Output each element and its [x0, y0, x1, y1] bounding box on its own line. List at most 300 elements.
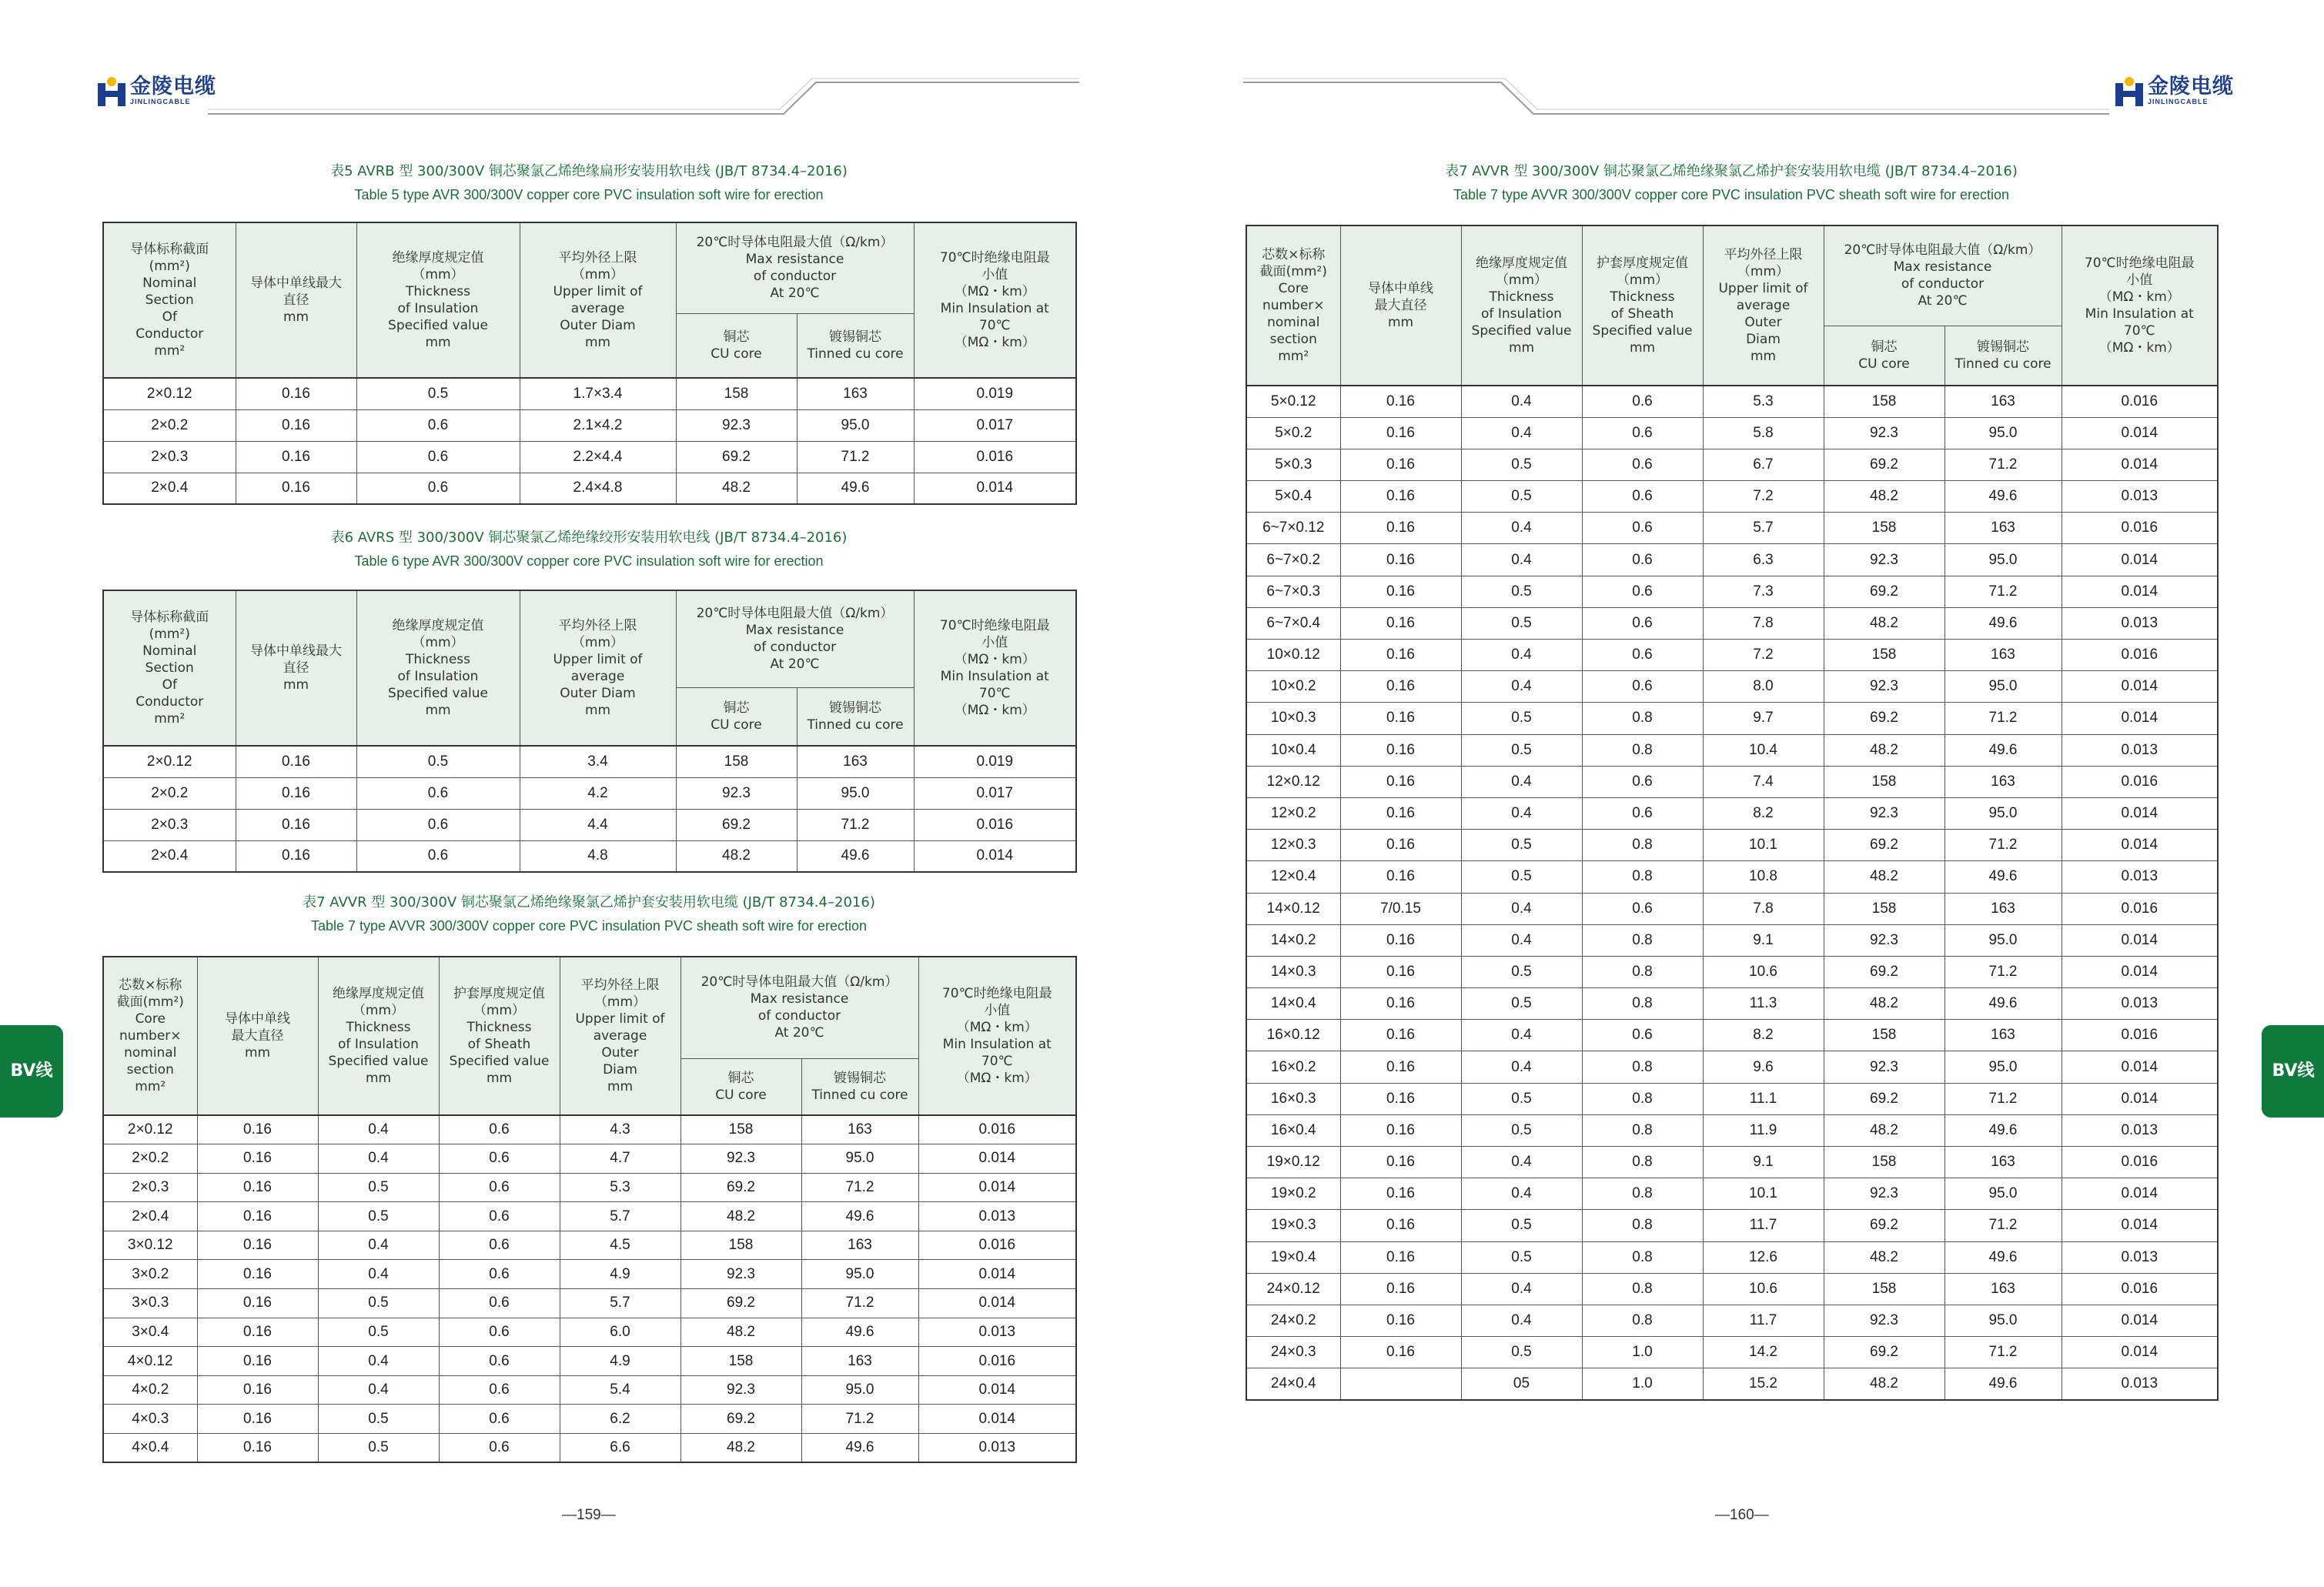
table-cell: 7.8 — [1703, 607, 1824, 639]
table-cell: 0.4 — [1461, 544, 1582, 576]
table-cell: 0.014 — [918, 1173, 1076, 1202]
table-cell: 0.16 — [1340, 734, 1461, 766]
table-cell: 69.2 — [1824, 1337, 1944, 1368]
table-cell: 0.5 — [1461, 1210, 1582, 1241]
table-cell: 48.2 — [1824, 734, 1944, 766]
table-cell: 5.7 — [1703, 513, 1824, 544]
table-cell: 0.8 — [1582, 924, 1703, 956]
table-cell: 10.1 — [1703, 1178, 1824, 1210]
table-cell: 0.16 — [1340, 988, 1461, 1020]
table-cell: 0.6 — [1582, 386, 1703, 417]
table-cell: 16×0.12 — [1246, 1020, 1340, 1051]
table-cell: 0.014 — [2062, 956, 2218, 987]
table-cell: 0.4 — [318, 1375, 439, 1405]
table-cell: 163 — [1944, 1020, 2062, 1051]
table-cell: 0.16 — [1340, 640, 1461, 671]
header-section: 导体标称截面 (mm²) Nominal Section Of Conductor mm² — [103, 590, 236, 746]
table-cell: 5×0.3 — [1246, 449, 1340, 480]
table-row — [103, 409, 1076, 441]
table-row — [103, 1202, 1076, 1231]
table-cell: 0.5 — [356, 378, 520, 409]
header-insulation-thickness: 绝缘厚度规定值 （mm） Thickness of Insulation Specified value mm — [356, 590, 520, 746]
table-cell: 0.013 — [2062, 734, 2218, 766]
brand-name-cn: 金陵电缆 — [130, 74, 216, 99]
table-cell: 0.6 — [356, 441, 520, 473]
table-row — [1246, 449, 2218, 480]
table-cell: 0.5 — [1461, 988, 1582, 1020]
table-cell: 8.0 — [1703, 671, 1824, 703]
table-cell: 0.6 — [1582, 766, 1703, 797]
table-cell: 0.8 — [1582, 734, 1703, 766]
table-cell: 3×0.4 — [103, 1318, 197, 1347]
table-cell: 0.6 — [439, 1434, 560, 1463]
table-cell: 0.014 — [2062, 1210, 2218, 1241]
table-cell: 14×0.4 — [1246, 988, 1340, 1020]
table-cell: 2×0.12 — [103, 378, 236, 409]
table-row — [1246, 513, 2218, 544]
table-cell: 11.7 — [1703, 1305, 1824, 1336]
table-cell: 0.014 — [914, 840, 1076, 872]
table-cell: 0.16 — [1340, 513, 1461, 544]
table-cell: 69.2 — [1824, 1083, 1944, 1114]
table-cell: 92.3 — [1824, 1051, 1944, 1083]
table-cell: 0.16 — [1340, 607, 1461, 639]
table-row — [1246, 797, 2218, 829]
header-sheath-thickness: 护套厚度规定值 （mm） Thickness of Sheath Specified value mm — [1582, 226, 1703, 386]
table-cell: 0.6 — [439, 1115, 560, 1144]
table6 — [102, 590, 1077, 873]
table-row — [1246, 576, 2218, 607]
table-cell: 92.3 — [1824, 417, 1944, 449]
table-cell: 0.6 — [356, 777, 520, 809]
table-cell: 3×0.3 — [103, 1289, 197, 1318]
table-cell: 14×0.2 — [1246, 924, 1340, 956]
table-cell: 12×0.2 — [1246, 797, 1340, 829]
table-cell: 0.6 — [1582, 544, 1703, 576]
table-cell: 163 — [1944, 1147, 2062, 1178]
table-cell: 6~7×0.3 — [1246, 576, 1340, 607]
table-cell: 0.8 — [1582, 1305, 1703, 1336]
table-cell: 48.2 — [1824, 861, 1944, 893]
table-cell: 0.013 — [2062, 988, 2218, 1020]
table-cell: 0.6 — [356, 809, 520, 840]
table-cell: 0.013 — [2062, 861, 2218, 893]
table6-title — [102, 526, 1075, 573]
table-cell: 0.16 — [1340, 1051, 1461, 1083]
brand-logo — [2114, 74, 2234, 108]
table-cell: 2×0.3 — [103, 1173, 197, 1202]
table-cell: 4.4 — [520, 809, 676, 840]
table-cell: 48.2 — [1824, 607, 1944, 639]
table-cell: 6~7×0.2 — [1246, 544, 1340, 576]
table-cell: 163 — [801, 1347, 918, 1376]
table-cell: 10.1 — [1703, 830, 1824, 861]
table-cell: 92.3 — [1824, 671, 1944, 703]
table-cell: 92.3 — [1824, 544, 1944, 576]
table-cell: 1.0 — [1582, 1368, 1703, 1400]
table-cell: 5.3 — [1703, 386, 1824, 417]
table-cell: 0.4 — [1461, 513, 1582, 544]
table-cell: 0.16 — [1340, 386, 1461, 417]
header-insulation-resistance: 70℃时绝缘电阻最 小值 （MΩ・km） Min Insulation at 70℃ （MΩ・km） — [2062, 226, 2218, 386]
table-cell: 0.4 — [318, 1231, 439, 1260]
table-cell: 0.019 — [914, 746, 1076, 777]
table-row — [103, 1375, 1076, 1405]
table-row — [1246, 640, 2218, 671]
table-cell: 0.6 — [1582, 797, 1703, 829]
table-cell: 0.6 — [1582, 513, 1703, 544]
table-cell: 0.6 — [1582, 481, 1703, 513]
table-cell: 0.014 — [2062, 1083, 2218, 1114]
table-cell: 6.2 — [560, 1405, 680, 1434]
table-cell: 0.16 — [236, 378, 356, 409]
table-cell: 0.014 — [2062, 449, 2218, 480]
table-cell: 10×0.3 — [1246, 703, 1340, 734]
table-cell: 71.2 — [801, 1405, 918, 1434]
table-cell: 0.4 — [1461, 1020, 1582, 1051]
table6-title-cn: 表6 AVRS 型 300/300V 铜芯聚氯乙烯绝缘绞形安装用软电线 (JB/T 8734.4–2016) — [330, 530, 848, 546]
table-cell: 0.8 — [1582, 1083, 1703, 1114]
table-row — [1246, 703, 2218, 734]
table-cell: 49.6 — [1944, 1368, 2062, 1400]
table-cell: 0.4 — [1461, 386, 1582, 417]
table-cell: 158 — [680, 1347, 801, 1376]
table-cell: 4.3 — [560, 1115, 680, 1144]
table-row — [103, 1260, 1076, 1289]
table-cell: 4.9 — [560, 1260, 680, 1289]
table-cell: 6.7 — [1703, 449, 1824, 480]
table-row — [1246, 924, 2218, 956]
table-cell: 10.4 — [1703, 734, 1824, 766]
table-cell: 6.3 — [1703, 544, 1824, 576]
table-row — [1246, 893, 2218, 924]
header-wire-diameter: 导体中单线 最大直径 mm — [197, 957, 318, 1115]
table-cell: 0.16 — [197, 1144, 318, 1174]
table-cell: 48.2 — [1824, 481, 1944, 513]
header-max-resistance: 20℃时导体电阻最大值（Ω/km） Max resistance of conductor At 20℃ — [676, 222, 914, 313]
table-cell: 0.014 — [914, 473, 1076, 504]
header-insulation-resistance: 70℃时绝缘电阻最 小值 （MΩ・km） Min Insulation at 70℃ （MΩ・km） — [918, 957, 1076, 1115]
table-cell: 8.2 — [1703, 797, 1824, 829]
table-cell: 3×0.2 — [103, 1260, 197, 1289]
table-cell: 0.014 — [918, 1289, 1076, 1318]
table-cell: 0.5 — [1461, 956, 1582, 987]
table-cell: 48.2 — [676, 473, 797, 504]
table-cell: 69.2 — [680, 1173, 801, 1202]
section-tab-bv: BV线 — [2262, 1025, 2324, 1118]
table-cell: 0.8 — [1582, 703, 1703, 734]
header-wire-diameter: 导体中单线最大 直径 mm — [236, 590, 356, 746]
table-cell: 0.6 — [439, 1202, 560, 1231]
table-cell: 0.4 — [1461, 766, 1582, 797]
table-cell: 7.3 — [1703, 576, 1824, 607]
header-insulation-resistance: 70℃时绝缘电阻最 小值 （MΩ・km） Min Insulation at 70℃ （MΩ・km） — [914, 590, 1076, 746]
brand-name-en: JINLINGCABLE — [2148, 97, 2209, 105]
table-cell: 0.16 — [1340, 861, 1461, 893]
table-row — [1246, 1020, 2218, 1051]
table-cell: 2×0.3 — [103, 441, 236, 473]
table-cell: 4×0.12 — [103, 1347, 197, 1376]
table-row — [1246, 386, 2218, 417]
table-cell: 163 — [1944, 893, 2062, 924]
header-insulation-thickness: 绝缘厚度规定值 （mm） Thickness of Insulation Specified value mm — [356, 222, 520, 378]
table7b-title-cn: 表7 AVVR 型 300/300V 铜芯聚氯乙烯绝缘聚氯乙烯护套安装用软电缆 (JB/T 8734.4–2016) — [1445, 163, 2018, 179]
table-cell: 10.6 — [1703, 956, 1824, 987]
table-cell: 11.1 — [1703, 1083, 1824, 1114]
table-cell: 0.014 — [918, 1375, 1076, 1405]
table-cell: 0.4 — [1461, 640, 1582, 671]
table-cell: 49.6 — [797, 840, 914, 872]
table-row — [1246, 734, 2218, 766]
table-cell: 8.2 — [1703, 1020, 1824, 1051]
table-row — [103, 840, 1076, 872]
table-cell: 48.2 — [676, 840, 797, 872]
table-cell: 0.8 — [1582, 1051, 1703, 1083]
table-cell: 0.6 — [356, 840, 520, 872]
table-cell: 92.3 — [676, 409, 797, 441]
table-cell: 14×0.3 — [1246, 956, 1340, 987]
table-row — [1246, 1337, 2218, 1368]
table-cell: 4.7 — [560, 1144, 680, 1174]
table-cell: 0.16 — [197, 1202, 318, 1231]
table-cell: 0.6 — [1582, 417, 1703, 449]
table-cell: 0.4 — [318, 1347, 439, 1376]
header-tinned-core: 镀锡铜芯 Tinned cu core — [797, 687, 914, 746]
table-cell: 95.0 — [797, 409, 914, 441]
table-cell: 0.014 — [2062, 1305, 2218, 1336]
table-cell: 48.2 — [680, 1202, 801, 1231]
table-row — [1246, 988, 2218, 1020]
table-cell: 0.16 — [236, 809, 356, 840]
table-cell: 2×0.2 — [103, 409, 236, 441]
table-cell: 0.16 — [1340, 924, 1461, 956]
table-row — [103, 378, 1076, 409]
table-cell: 0.16 — [1340, 1083, 1461, 1114]
table7b-title — [1246, 160, 2217, 206]
table-cell: 0.5 — [1461, 1083, 1582, 1114]
table-cell: 2.2×4.4 — [520, 441, 676, 473]
table-cell: 0.5 — [1461, 861, 1582, 893]
header-sheath-thickness: 护套厚度规定值 （mm） Thickness of Sheath Specified value mm — [439, 957, 560, 1115]
table-row — [103, 1347, 1076, 1376]
table-cell: 0.16 — [197, 1375, 318, 1405]
table-cell: 48.2 — [1824, 988, 1944, 1020]
table-cell: 0.4 — [1461, 417, 1582, 449]
table-cell: 24×0.4 — [1246, 1368, 1340, 1400]
table-cell: 158 — [1824, 1020, 1944, 1051]
table-cell: 9.1 — [1703, 924, 1824, 956]
table-cell: 0.4 — [1461, 1273, 1582, 1305]
table-cell: 0.8 — [1582, 1210, 1703, 1241]
header-cu-core: 铜芯 CU core — [680, 1058, 801, 1115]
table-cell: 0.014 — [2062, 576, 2218, 607]
table7a-title-cn: 表7 AVVR 型 300/300V 铜芯聚氯乙烯绝缘聚氯乙烯护套安装用软电缆 (JB/T 8734.4–2016) — [303, 894, 875, 910]
header-max-resistance: 20℃时导体电阻最大值（Ω/km） Max resistance of conductor At 20℃ — [680, 957, 918, 1058]
table-cell: 0.16 — [197, 1231, 318, 1260]
table-cell: 69.2 — [1824, 703, 1944, 734]
table-cell: 0.013 — [918, 1318, 1076, 1347]
table-cell: 0.16 — [1340, 1020, 1461, 1051]
table-cell: 7.4 — [1703, 766, 1824, 797]
table-cell: 0.16 — [1340, 576, 1461, 607]
table-cell: 69.2 — [1824, 830, 1944, 861]
table-cell: 7/0.15 — [1340, 893, 1461, 924]
header-cu-core: 铜芯 CU core — [676, 313, 797, 378]
table-cell: 0.5 — [1461, 449, 1582, 480]
header-decor-lines — [1162, 0, 2324, 131]
table-cell: 24×0.2 — [1246, 1305, 1340, 1336]
table-cell: 71.2 — [1944, 449, 2062, 480]
table-cell: 49.6 — [1944, 607, 2062, 639]
table-cell: 10.8 — [1703, 861, 1824, 893]
table5-title — [102, 160, 1075, 206]
table-cell: 0.6 — [439, 1144, 560, 1174]
table-cell: 9.6 — [1703, 1051, 1824, 1083]
table-cell: 3×0.12 — [103, 1231, 197, 1260]
table-cell: 10×0.12 — [1246, 640, 1340, 671]
table-cell: 24×0.3 — [1246, 1337, 1340, 1368]
table-cell: 0.5 — [318, 1405, 439, 1434]
table-cell: 2×0.4 — [103, 1202, 197, 1231]
table-cell: 4×0.3 — [103, 1405, 197, 1434]
brand-name-cn: 金陵电缆 — [2148, 74, 2234, 99]
table-cell: 4×0.2 — [103, 1375, 197, 1405]
table-cell: 0.16 — [197, 1318, 318, 1347]
table-cell: 158 — [1824, 1273, 1944, 1305]
table-cell: 158 — [1824, 640, 1944, 671]
table-cell: 71.2 — [797, 441, 914, 473]
table-cell: 95.0 — [1944, 1178, 2062, 1210]
table-cell: 95.0 — [1944, 671, 2062, 703]
table-cell: 11.3 — [1703, 988, 1824, 1020]
table-row — [1246, 956, 2218, 987]
table-row — [103, 1115, 1076, 1144]
table-cell: 0.013 — [2062, 1114, 2218, 1146]
header-outer-diameter: 平均外径上限 （mm） Upper limit of average Outer Diam mm — [520, 590, 676, 746]
table-cell: 0.5 — [1461, 703, 1582, 734]
table-cell: 95.0 — [1944, 544, 2062, 576]
table-cell: 11.9 — [1703, 1114, 1824, 1146]
table-cell: 71.2 — [1944, 703, 2062, 734]
header-wire-diameter: 导体中单线最大 直径 mm — [236, 222, 356, 378]
header-cu-core: 铜芯 CU core — [676, 687, 797, 746]
table-cell: 0.013 — [2062, 481, 2218, 513]
table-cell: 0.4 — [318, 1144, 439, 1174]
table-cell: 6~7×0.12 — [1246, 513, 1340, 544]
table-row — [103, 1173, 1076, 1202]
table-cell: 0.017 — [914, 777, 1076, 809]
table-cell: 69.2 — [1824, 1210, 1944, 1241]
table-cell: 14×0.12 — [1246, 893, 1340, 924]
table-cell: 0.5 — [1461, 734, 1582, 766]
table-cell: 2×0.3 — [103, 809, 236, 840]
table-cell: 0.4 — [1461, 1147, 1582, 1178]
header-cu-core: 铜芯 CU core — [1824, 326, 1944, 386]
table-cell: 3.4 — [520, 746, 676, 777]
header-wire-diameter: 导体中单线 最大直径 mm — [1340, 226, 1461, 386]
table-cell: 158 — [676, 378, 797, 409]
table-cell: 0.4 — [1461, 1051, 1582, 1083]
table-cell: 95.0 — [801, 1375, 918, 1405]
table-cell: 49.6 — [801, 1318, 918, 1347]
table-cell: 95.0 — [801, 1260, 918, 1289]
header-max-resistance: 20℃时导体电阻最大值（Ω/km） Max resistance of conductor At 20℃ — [676, 590, 914, 687]
table-cell: 0.014 — [2062, 1337, 2218, 1368]
table-cell: 0.014 — [2062, 830, 2218, 861]
table-cell: 0.16 — [236, 473, 356, 504]
table-cell: 5.3 — [560, 1173, 680, 1202]
table-row — [103, 746, 1076, 777]
table-cell: 0.16 — [1340, 956, 1461, 987]
table-row — [1246, 861, 2218, 893]
table-cell: 0.016 — [918, 1231, 1076, 1260]
table7a-title-en: Table 7 type AVVR 300/300V copper core PVC insulation PVC sheath soft wire for erection — [310, 918, 868, 934]
table-cell: 10×0.4 — [1246, 734, 1340, 766]
page-number-right: —160— — [1715, 1507, 1769, 1523]
table-cell: 0.16 — [1340, 417, 1461, 449]
table7a-title — [102, 891, 1075, 937]
table-cell: 92.3 — [1824, 924, 1944, 956]
table-cell: 0.6 — [439, 1173, 560, 1202]
table-cell: 7.8 — [1703, 893, 1824, 924]
table-cell: 19×0.4 — [1246, 1241, 1340, 1273]
table-cell: 0.8 — [1582, 1147, 1703, 1178]
table-cell: 0.16 — [1340, 1178, 1461, 1210]
table-cell: 19×0.3 — [1246, 1210, 1340, 1241]
table-cell: 0.014 — [2062, 703, 2218, 734]
table-cell: 2.4×4.8 — [520, 473, 676, 504]
table-cell: 0.8 — [1582, 830, 1703, 861]
table-cell: 2.1×4.2 — [520, 409, 676, 441]
table-cell: 49.6 — [1944, 734, 2062, 766]
table-cell: 0.6 — [439, 1260, 560, 1289]
table-cell: 0.6 — [1582, 576, 1703, 607]
table-cell: 69.2 — [1824, 576, 1944, 607]
header-core-section: 芯数×标称 截面(mm²) Core number× nominal section mm² — [103, 957, 197, 1115]
table-cell: 0.5 — [318, 1202, 439, 1231]
table-cell: 0.6 — [439, 1318, 560, 1347]
table-row — [103, 1231, 1076, 1260]
table-cell: 0.5 — [318, 1434, 439, 1463]
table-cell: 19×0.2 — [1246, 1178, 1340, 1210]
table-cell: 0.014 — [2062, 671, 2218, 703]
table-cell: 0.016 — [2062, 1147, 2218, 1178]
table-cell: 0.016 — [2062, 893, 2218, 924]
logo-mark-icon — [96, 74, 127, 108]
header-tinned-core: 镀锡铜芯 Tinned cu core — [801, 1058, 918, 1115]
table-cell: 95.0 — [1944, 1051, 2062, 1083]
table-cell: 4×0.4 — [103, 1434, 197, 1463]
header-insulation-thickness: 绝缘厚度规定值 （mm） Thickness of Insulation Specified value mm — [1461, 226, 1582, 386]
table-cell: 71.2 — [797, 809, 914, 840]
table-cell: 71.2 — [1944, 1337, 2062, 1368]
table-cell: 0.16 — [1340, 1114, 1461, 1146]
table-cell: 71.2 — [1944, 1210, 2062, 1241]
table-cell: 0.014 — [2062, 1178, 2218, 1210]
table-cell: 0.16 — [1340, 1273, 1461, 1305]
table-cell: 24×0.12 — [1246, 1273, 1340, 1305]
table-row — [1246, 1368, 2218, 1400]
table-cell: 0.014 — [2062, 797, 2218, 829]
table-cell: 69.2 — [680, 1405, 801, 1434]
table-cell: 158 — [680, 1115, 801, 1144]
table-cell: 0.6 — [439, 1347, 560, 1376]
table-cell: 0.4 — [1461, 1178, 1582, 1210]
table-cell: 158 — [1824, 386, 1944, 417]
table-cell: 2×0.12 — [103, 746, 236, 777]
brand-logo — [96, 74, 216, 108]
table-cell: 0.013 — [2062, 607, 2218, 639]
